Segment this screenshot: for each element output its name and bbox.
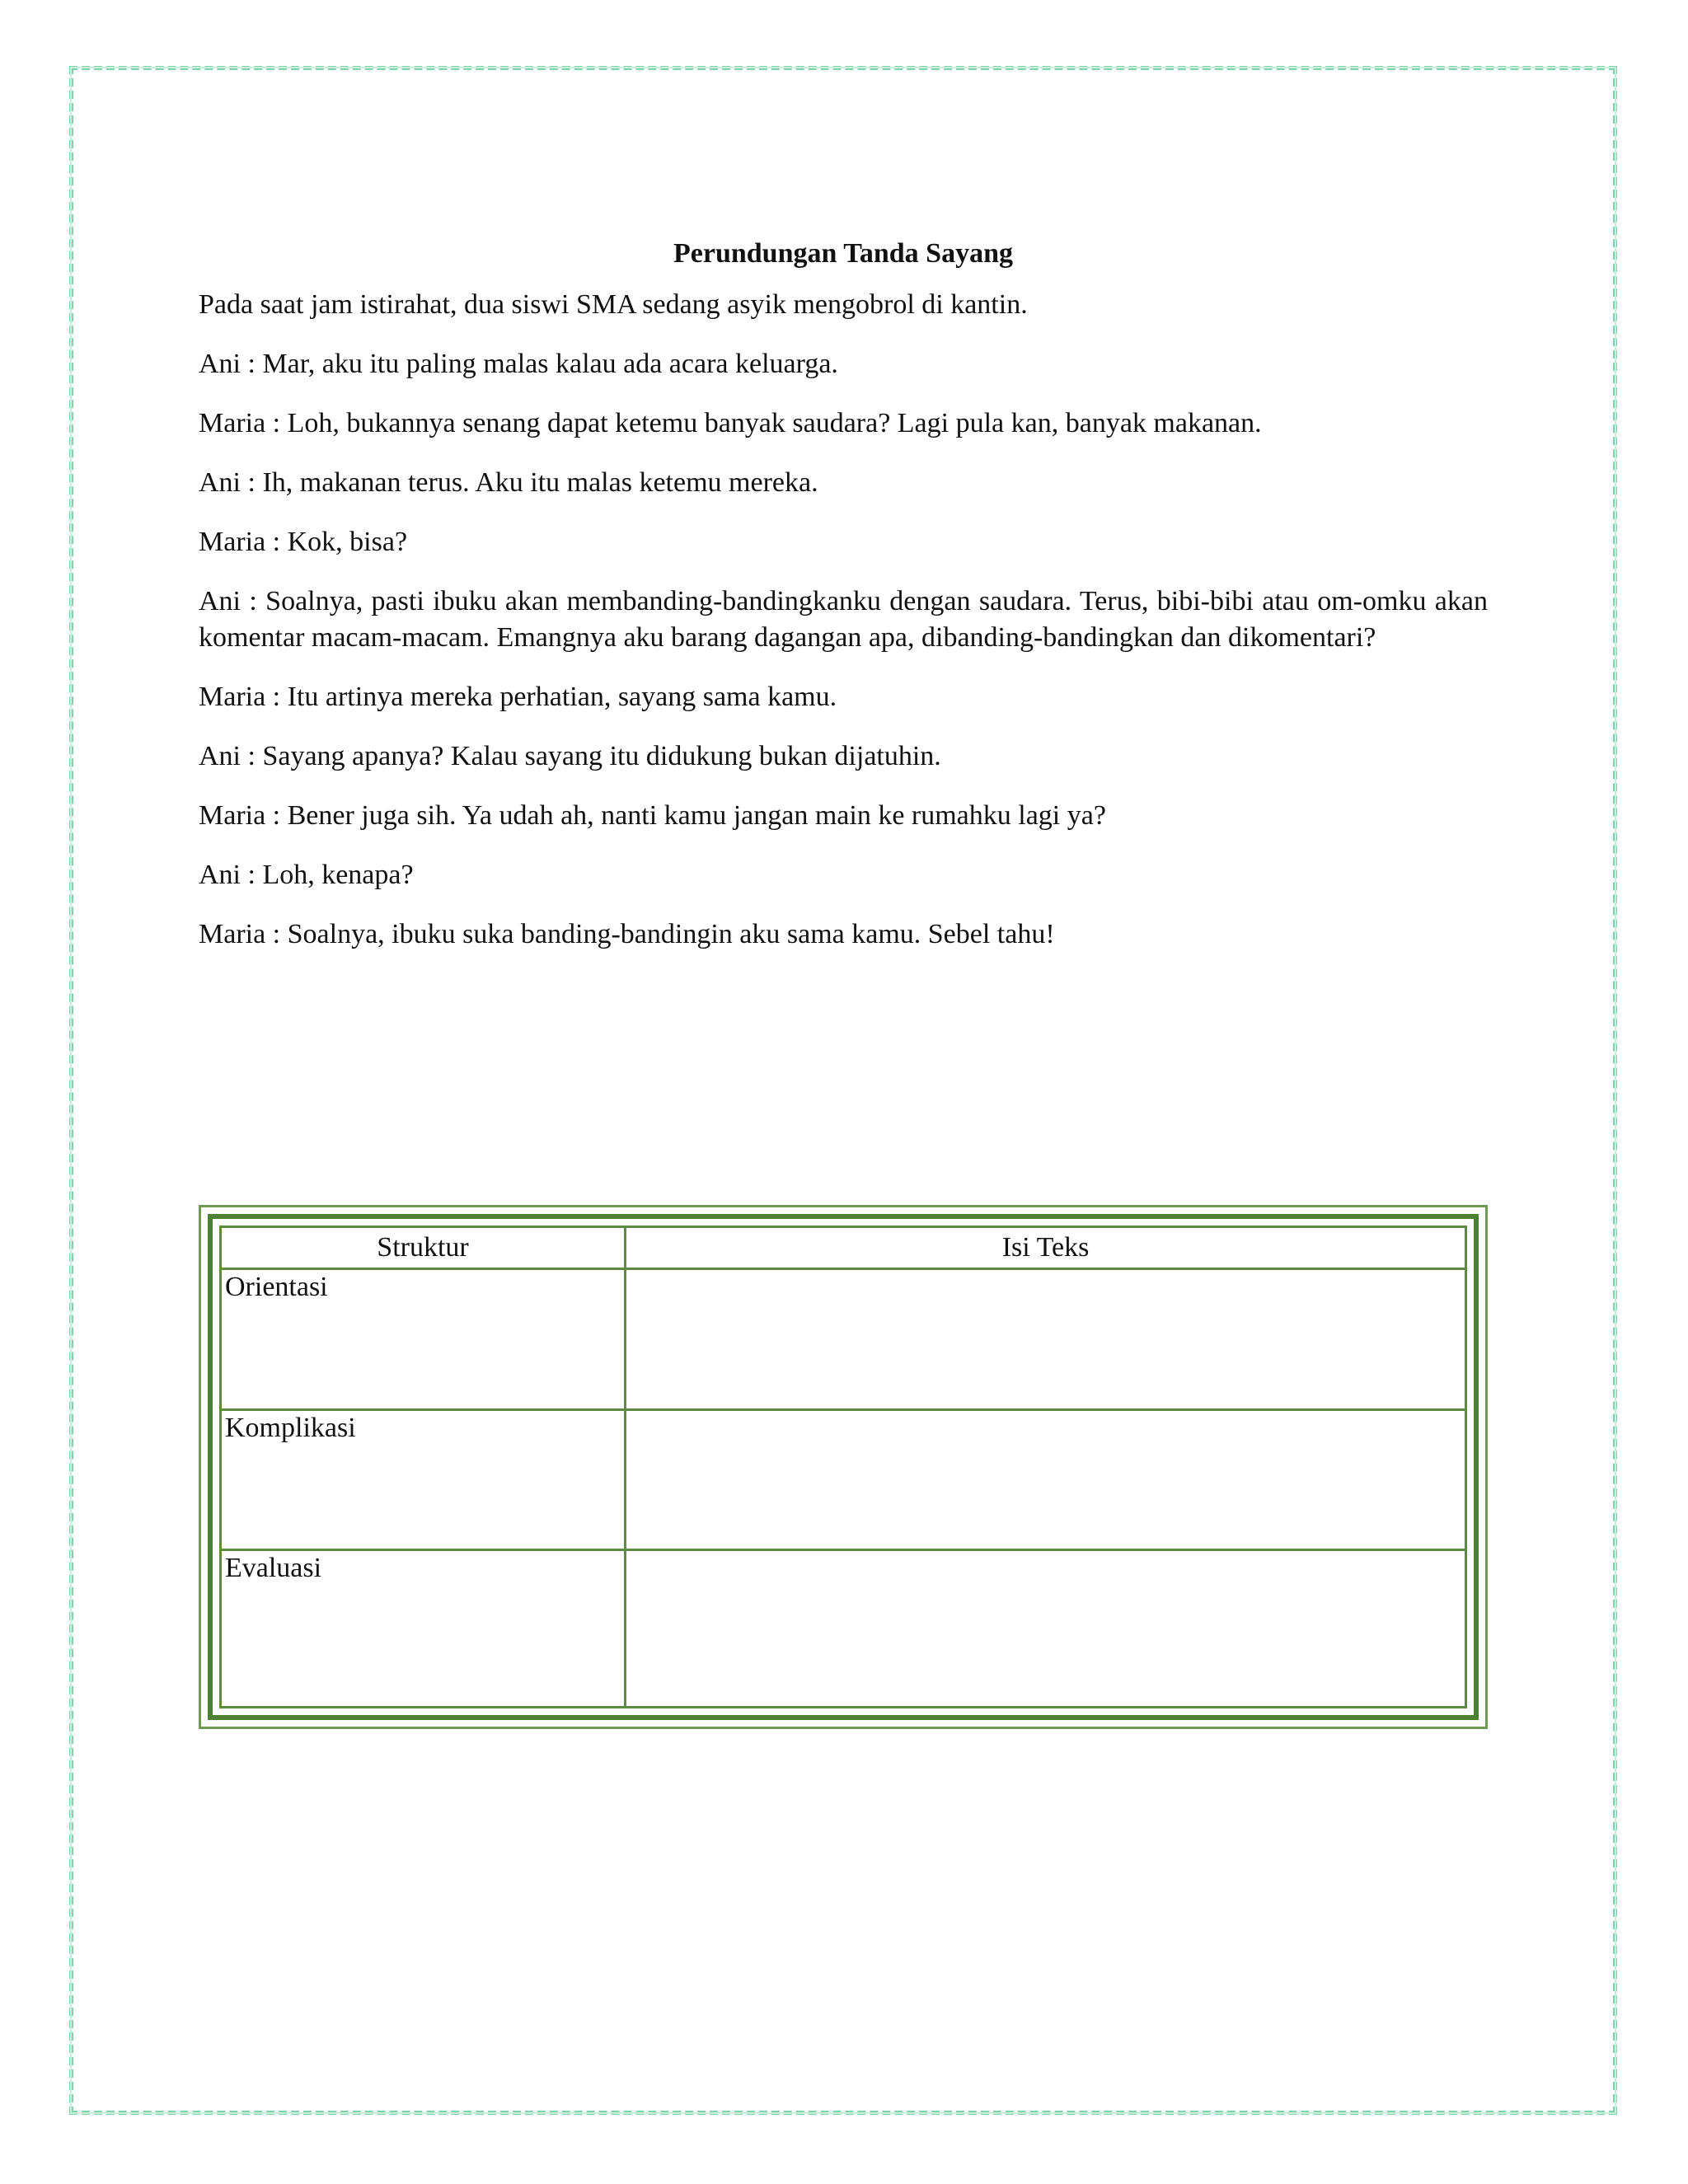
cell-isi-komplikasi[interactable] bbox=[626, 1409, 1466, 1550]
structure-table-frame bbox=[199, 1205, 1488, 1729]
dialogue-line: Ani : Soalnya, pasti ibuku akan membanding-bandingkanku dengan saudara. Terus, bibi-bibi atau om-omku akan komentar macam-macam. Emangnya aku barang dagangan apa, dibanding-bandingkan dan dikomentari? bbox=[199, 586, 1488, 653]
cell-isi-evaluasi[interactable] bbox=[626, 1550, 1466, 1708]
dialogue-line: Maria : Kok, bisa? bbox=[199, 527, 408, 557]
cell-isi-orientasi[interactable] bbox=[626, 1269, 1466, 1410]
dialogue-line: Maria : Loh, bukannya senang dapat ketemu banyak saudara? Lagi pula kan, banyak makanan. bbox=[199, 408, 1262, 438]
cell-struktur-orientasi: Orientasi bbox=[221, 1269, 626, 1410]
header-isi-teks: Isi Teks bbox=[626, 1227, 1466, 1269]
header-struktur: Struktur bbox=[221, 1227, 626, 1269]
table-row bbox=[221, 1409, 1466, 1550]
cell-struktur-komplikasi: Komplikasi bbox=[221, 1409, 626, 1550]
cell-struktur-evaluasi: Evaluasi bbox=[221, 1550, 626, 1708]
table-row bbox=[221, 1550, 1466, 1708]
table-header-row bbox=[221, 1227, 1466, 1269]
dialogue-line: Ani : Sayang apanya? Kalau sayang itu didukung bukan dijatuhin. bbox=[199, 741, 941, 771]
dialogue-line: Maria : Bener juga sih. Ya udah ah, nanti kamu jangan main ke rumahku lagi ya? bbox=[199, 800, 1106, 831]
dialogue-line: Maria : Itu artinya mereka perhatian, sayang sama kamu. bbox=[199, 682, 837, 712]
dialogue-line: Ani : Loh, kenapa? bbox=[199, 860, 414, 890]
document-body bbox=[199, 236, 1488, 976]
table-row bbox=[221, 1269, 1466, 1410]
dialogue-line: Ani : Mar, aku itu paling malas kalau ada acara keluarga. bbox=[199, 349, 838, 379]
dialogue-line: Maria : Soalnya, ibuku suka banding-bandingin aku sama kamu. Sebel tahu! bbox=[199, 919, 1055, 949]
document-title: Perundungan Tanda Sayang bbox=[673, 238, 1013, 269]
paragraph-intro: Pada saat jam istirahat, dua siswi SMA sedang asyik mengobrol di kantin. bbox=[199, 289, 1028, 320]
structure-table bbox=[219, 1226, 1467, 1708]
dialogue-line: Ani : Ih, makanan terus. Aku itu malas ketemu mereka. bbox=[199, 467, 818, 498]
structure-table-inner-frame bbox=[208, 1214, 1479, 1720]
